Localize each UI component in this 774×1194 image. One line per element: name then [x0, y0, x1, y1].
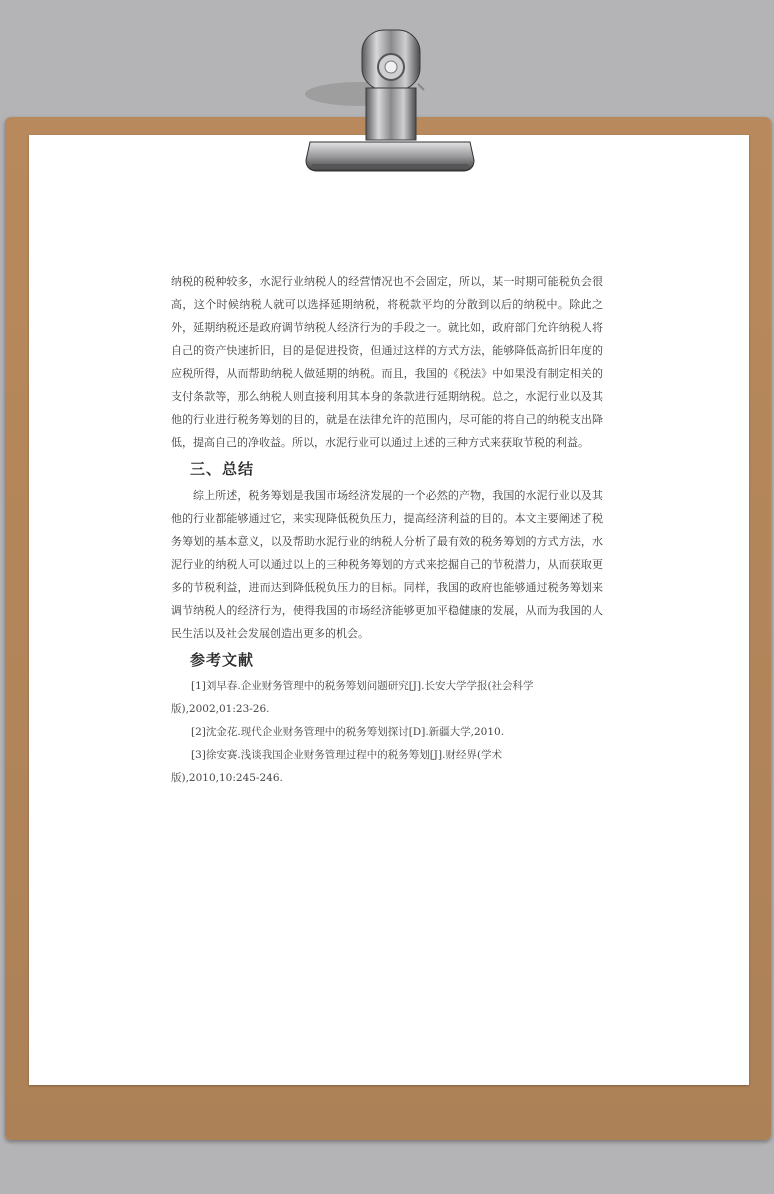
reference-line: [2]沈金花.现代企业财务管理中的税务筹划探讨[D].新疆大学,2010.: [191, 726, 505, 738]
document-body: [171, 270, 603, 790]
body-paragraph: 纳税的税种较多，水泥行业纳税人的经营情况也不会固定，所以，某一时期可能税负会很高，这个时候纳税人就可以选择延期纳税，将税款平均的分散到以后的纳税中。除此之外，延期纳税还是政府调节纳税人经济行为的手段之一。就比如，政府部门允许纳税人将自己的资产快速折旧，目的是促进投资，但通过这样的方式方法，能够降低高折旧年度的应税所得，从而帮助纳税人做延期的纳税。而且，我国的《税法》中如果没有制定相关的支付条款等，那么纳税人则直接利用其本身的条款进行延期纳税。总之，水泥行业以及其他的行业进行税务筹划的目的，就是在法律允许的范围内，尽可能的将自己的纳税支出降低，提高自己的净收益。所以，水泥行业可以通过上述的三种方式来获取节税的利益。: [171, 275, 603, 449]
section-heading: 三、总结: [190, 460, 255, 478]
references-list: [171, 675, 603, 790]
reference-continuation: 版),2002,01:23-26.: [171, 703, 270, 715]
reference-continuation: 版),2010,10:245-246.: [171, 772, 283, 784]
body-paragraph: 综上所述，税务筹划是我国市场经济发展的一个必然的产物，我国的水泥行业以及其他的行业都能够通过它，来实现降低税负压力，提高经济利益的目的。本文主要阐述了税务筹划的基本意义，以及帮助水泥行业的纳税人分析了最有效的税务筹划的方式方法，水泥行业的纳税人可以通过以上的三种税务筹划的方式来挖掘自己的节税潜力，从而获取更多的节税利益，进而达到降低税负压力的目标。同样，我国的政府也能够通过税务筹划来调节纳税人的经济行为，使得我国的市场经济能够更加平稳健康的发展，从而为我国的人民生活以及社会发展创造出更多的机会。: [171, 489, 603, 640]
reference-line: [3]徐安赛.浅谈我国企业财务管理过程中的税务筹划[J].财经界(学术: [191, 749, 503, 761]
reference-item: [171, 675, 603, 698]
binder-clip-icon: [300, 24, 480, 179]
reference-item: [171, 744, 603, 767]
reference-item: [171, 721, 603, 744]
reference-line: [1]刘早春.企业财务管理中的税务筹划问题研究[J].长安大学学报(社会科学: [191, 680, 534, 692]
references-heading: 参考文献: [190, 651, 255, 669]
